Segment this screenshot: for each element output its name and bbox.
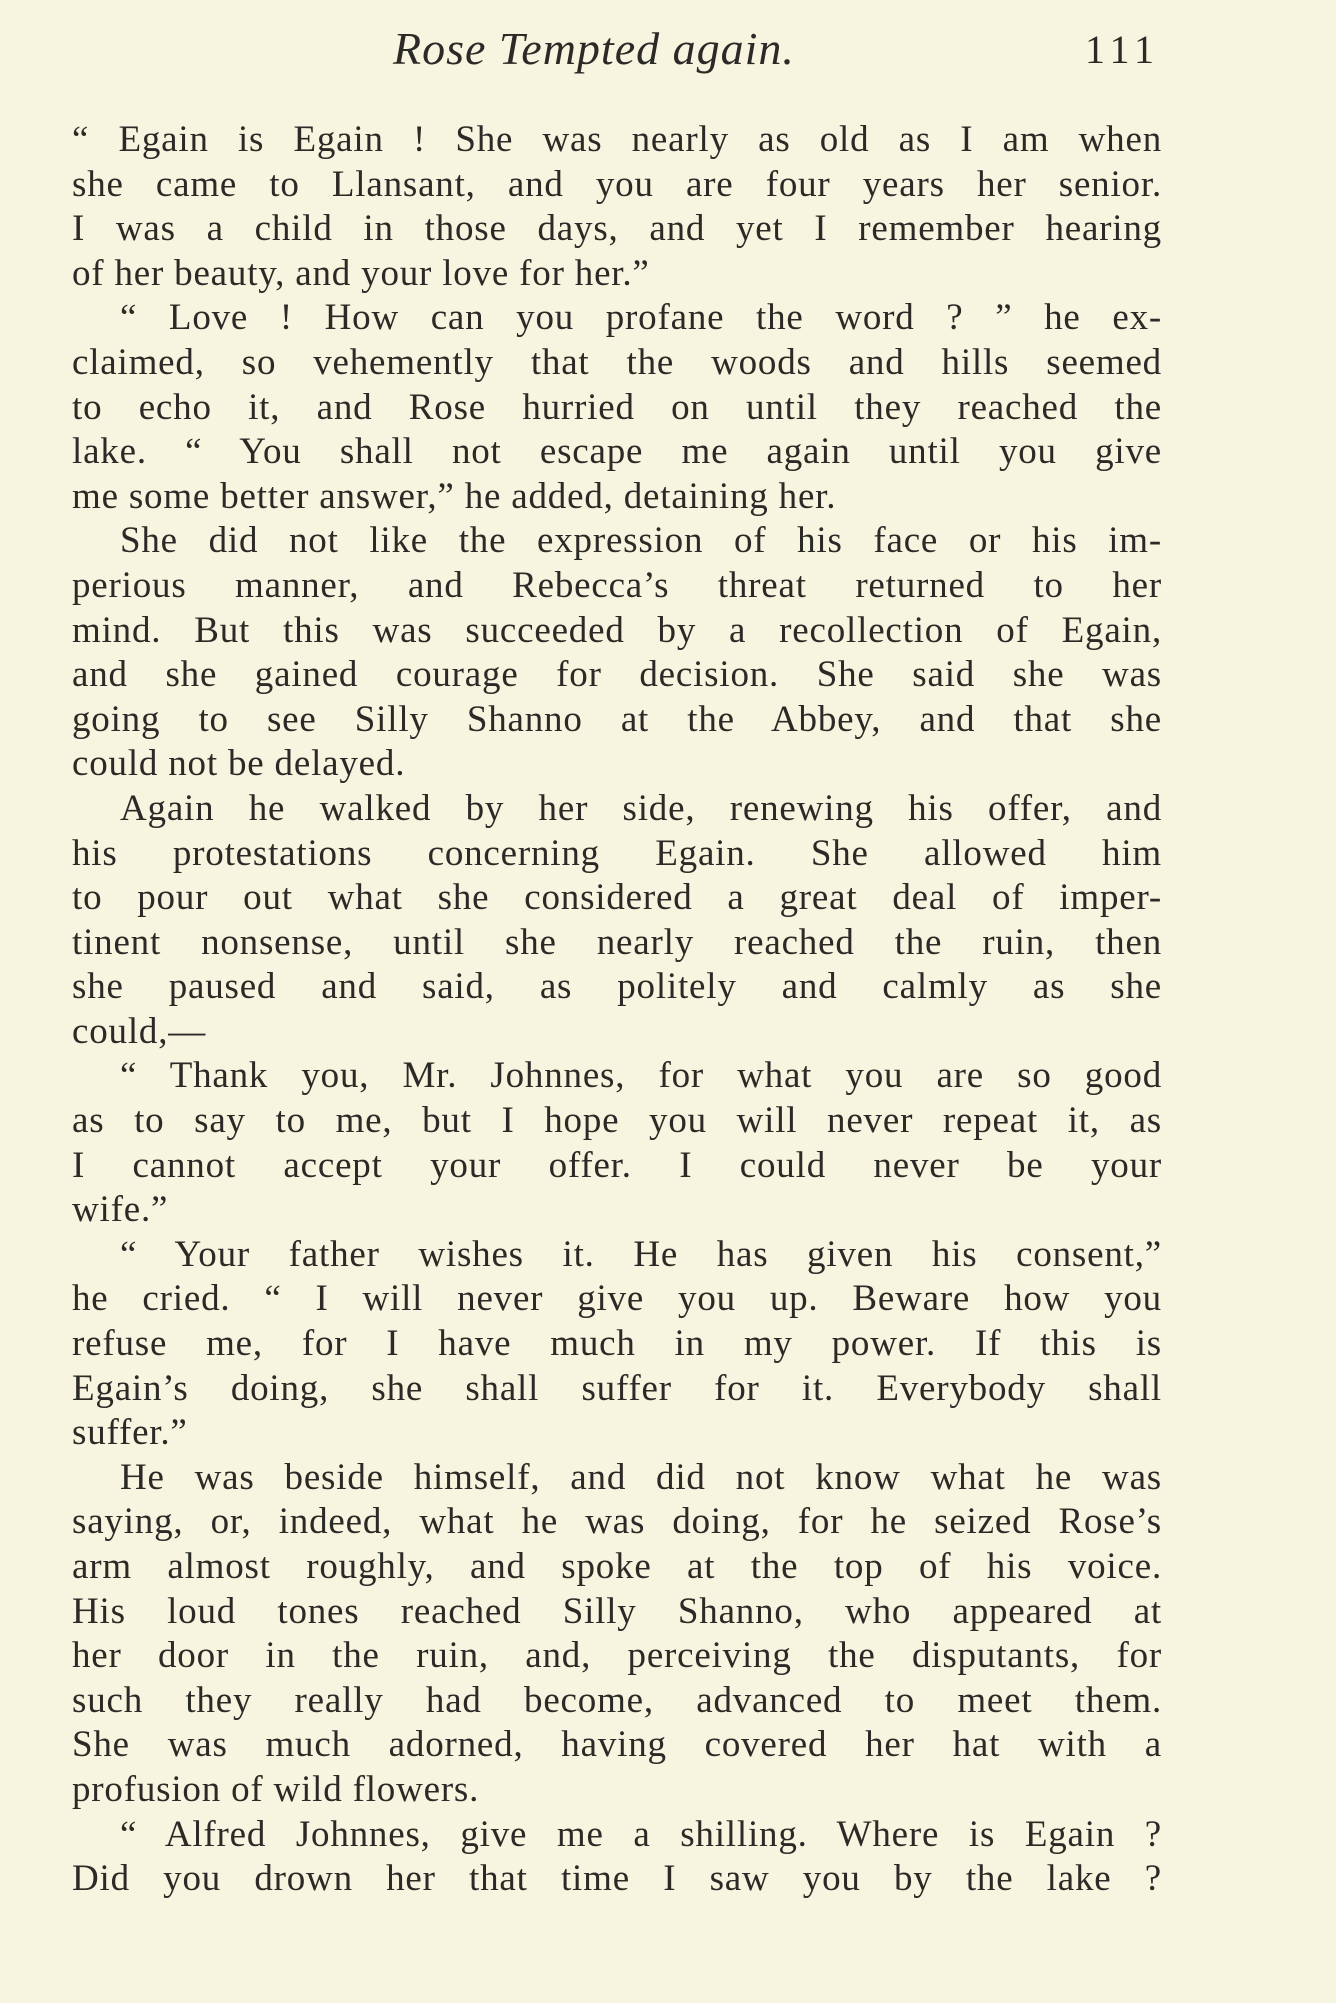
running-title: Rose Tempted again. xyxy=(393,23,795,74)
text-line: of her beauty, and your love for her.” xyxy=(72,252,650,294)
text-line: “ Love ! How can you profane the word ? ” he ex- xyxy=(120,297,1162,339)
text-line: to pour out what she considered a great deal of imper- xyxy=(72,877,1162,919)
page-header xyxy=(0,22,1336,92)
text-line: such they really had become, advanced to meet them. xyxy=(72,1679,1162,1721)
text-line: tinent nonsense, until she nearly reached the ruin, then xyxy=(72,921,1162,963)
text-line: his protestations concerning Egain. She allowed him xyxy=(72,832,1162,874)
text-line: lake. “ You shall not escape me again until you give xyxy=(72,431,1162,473)
text-line: His loud tones reached Silly Shanno, who appeared at xyxy=(72,1590,1162,1632)
text-line: Again he walked by her side, renewing his offer, and xyxy=(120,787,1162,829)
text-line: refuse me, for I have much in my power. If this is xyxy=(72,1323,1162,1365)
text-line: She was much adorned, having covered her hat with a xyxy=(72,1724,1162,1766)
text-line: he cried. “ I will never give you up. Beware how you xyxy=(72,1278,1162,1320)
text-line: arm almost roughly, and spoke at the top of his voice. xyxy=(72,1546,1162,1587)
text-line: perious manner, and Rebecca’s threat returned to her xyxy=(72,564,1162,606)
text-line: profusion of wild flowers. xyxy=(72,1768,480,1810)
text-line: and she gained courage for decision. She said she was xyxy=(72,654,1162,696)
text-line: to echo it, and Rose hurried on until they reached the xyxy=(72,386,1162,428)
text-line: “ Alfred Johnnes, give me a shilling. Where is Egain ? xyxy=(120,1813,1162,1855)
body-text xyxy=(72,118,1162,1902)
text-line: Did you drown her that time I saw you by the lake ? xyxy=(72,1858,1162,1900)
page-number: 111 xyxy=(1085,27,1161,72)
text-line: “ Egain is Egain ! She was nearly as old as I am when xyxy=(72,119,1162,160)
text-line: saying, or, indeed, what he was doing, for he seized Rose’s xyxy=(72,1501,1162,1543)
text-line: claimed, so vehemently that the woods and hills seemed xyxy=(72,341,1162,383)
text-line: she paused and said, as politely and calmly as she xyxy=(72,966,1162,1008)
text-line: I cannot accept your offer. I could never be your xyxy=(72,1144,1162,1186)
text-line: Egain’s doing, she shall suffer for it. Everybody shall xyxy=(72,1367,1162,1409)
text-line: as to say to me, but I hope you will never repeat it, as xyxy=(72,1100,1162,1142)
text-line: mind. But this was succeeded by a recollection of Egain, xyxy=(72,609,1162,651)
text-line: wife.” xyxy=(72,1189,169,1231)
text-line: she came to Llansant, and you are four years her senior. xyxy=(72,163,1162,205)
text-line: She did not like the expression of his face or his im- xyxy=(120,520,1162,562)
text-line: He was beside himself, and did not know what he was xyxy=(120,1456,1162,1498)
text-line: suffer.” xyxy=(72,1412,188,1454)
text-line: going to see Silly Shanno at the Abbey, and that she xyxy=(72,698,1162,740)
text-line: could not be delayed. xyxy=(72,743,406,785)
text-line: me some better answer,” he added, detaining her. xyxy=(72,475,837,517)
text-line: her door in the ruin, and, perceiving the disputants, for xyxy=(72,1635,1162,1677)
text-line: I was a child in those days, and yet I remember hearing xyxy=(72,208,1162,250)
text-line: “ Thank you, Mr. Johnnes, for what you are so good xyxy=(120,1055,1162,1097)
text-line: could,— xyxy=(72,1010,207,1052)
text-line: “ Your father wishes it. He has given his consent,” xyxy=(120,1233,1162,1275)
